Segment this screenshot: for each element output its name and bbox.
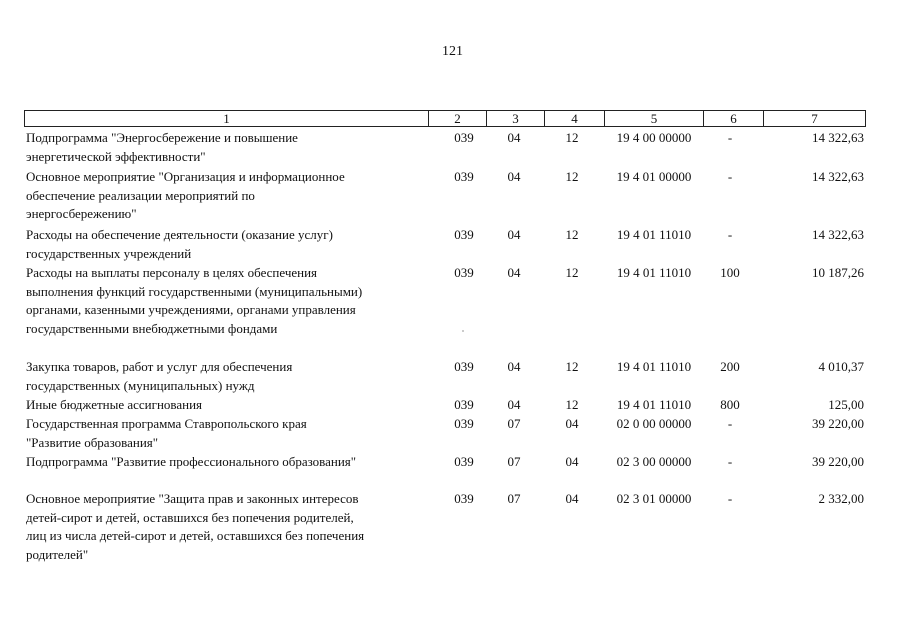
row-col-6: 200 bbox=[720, 359, 740, 374]
row-col-4: 12 bbox=[565, 130, 579, 145]
row-col-3: 07 bbox=[507, 491, 521, 506]
row-col-4: 04 bbox=[565, 416, 579, 431]
row-col-7: 4 010,37 bbox=[818, 359, 864, 374]
row-col-4: 12 bbox=[565, 169, 579, 184]
row-name-line: Государственная программа Ставропольского края bbox=[26, 416, 307, 431]
row-name-line: Подпрограмма "Энергосбережение и повышение bbox=[26, 130, 298, 145]
row-name-line: государственных (муниципальных) нужд bbox=[26, 377, 255, 393]
row-col-7: 39 220,00 bbox=[812, 454, 864, 469]
row-name-line: энергосбережению" bbox=[26, 206, 137, 221]
row-col-2: 039 bbox=[454, 169, 474, 184]
row-col-5: 19 4 01 00000 bbox=[616, 169, 692, 184]
header-cell-1: 1 bbox=[25, 111, 429, 126]
page-number: 121 bbox=[442, 44, 463, 59]
row-col-7: 14 322,63 bbox=[812, 169, 864, 184]
row-name bbox=[26, 358, 426, 395]
row-col-5: 19 4 01 11010 bbox=[616, 265, 692, 280]
row-col-7: 14 322,63 bbox=[812, 227, 864, 242]
row-col-6: - bbox=[727, 416, 733, 431]
scan-speck bbox=[462, 330, 464, 332]
row-name bbox=[26, 490, 426, 564]
row-col-3: 04 bbox=[507, 359, 521, 374]
row-name-line: детей-сирот и детей, оставшихся без попечения родителей, bbox=[26, 509, 354, 525]
row-name-line: Основное мероприятие "Организация и информационное bbox=[26, 169, 345, 184]
row-col-4: 04 bbox=[565, 454, 579, 469]
row-col-6: - bbox=[727, 227, 733, 242]
row-name-line: "Развитие образования" bbox=[26, 434, 159, 450]
row-col-5: 19 4 01 11010 bbox=[616, 227, 692, 242]
row-col-3: 04 bbox=[507, 169, 521, 184]
row-col-2: 039 bbox=[454, 227, 474, 242]
row-name bbox=[26, 453, 426, 472]
header-cell-4: 4 bbox=[545, 111, 605, 126]
row-col-3: 07 bbox=[507, 416, 521, 431]
row-col-2: 039 bbox=[454, 265, 474, 280]
row-name bbox=[26, 396, 426, 415]
row-col-5: 19 4 01 11010 bbox=[616, 397, 692, 412]
row-col-6: - bbox=[727, 491, 733, 506]
row-name-line: Подпрограмма "Развитие профессионального образования" bbox=[26, 454, 357, 469]
table-header bbox=[24, 110, 866, 127]
row-col-5: 19 4 01 11010 bbox=[616, 359, 692, 374]
row-col-7: 39 220,00 bbox=[812, 416, 864, 431]
row-name-line: Основное мероприятие "Защита прав и законных интересов bbox=[26, 491, 359, 506]
row-col-5: 02 0 00 00000 bbox=[616, 416, 692, 431]
row-col-2: 039 bbox=[454, 397, 474, 412]
row-name-line: выполнения функций государственными (муниципальными) bbox=[26, 283, 363, 299]
header-cell-3: 3 bbox=[487, 111, 545, 126]
row-col-3: 04 bbox=[507, 397, 521, 412]
row-col-6: 800 bbox=[720, 397, 740, 412]
row-name-line: органами, казенными учреждениями, органами управления bbox=[26, 302, 356, 317]
row-name-line: Иные бюджетные ассигнования bbox=[26, 397, 203, 412]
row-col-4: 12 bbox=[565, 227, 579, 242]
row-col-5: 02 3 01 00000 bbox=[616, 491, 692, 506]
row-name-line: государственных учреждений bbox=[26, 245, 192, 261]
row-col-2: 039 bbox=[454, 491, 474, 506]
row-col-6: - bbox=[727, 169, 733, 184]
header-cell-7: 7 bbox=[811, 111, 818, 126]
row-col-4: 12 bbox=[565, 265, 579, 280]
row-name-line: Расходы на выплаты персоналу в целях обеспечения bbox=[26, 265, 318, 280]
row-name-line: родителей" bbox=[26, 546, 89, 562]
row-name-line: лиц из числа детей-сирот и детей, оставшихся без попечения bbox=[26, 528, 365, 543]
row-name-line: энергетической эффективности" bbox=[26, 148, 206, 164]
row-col-3: 07 bbox=[507, 454, 521, 469]
row-name bbox=[26, 129, 426, 166]
row-col-2: 039 bbox=[454, 130, 474, 145]
row-col-3: 04 bbox=[507, 265, 521, 280]
row-col-7: 2 332,00 bbox=[818, 491, 864, 506]
row-col-4: 12 bbox=[565, 397, 579, 412]
row-col-7: 14 322,63 bbox=[812, 130, 864, 145]
row-col-3: 04 bbox=[507, 227, 521, 242]
row-col-4: 04 bbox=[565, 491, 579, 506]
row-col-3: 04 bbox=[507, 130, 521, 145]
row-col-5: 19 4 00 00000 bbox=[616, 130, 692, 145]
row-col-2: 039 bbox=[454, 416, 474, 431]
header-cell-2: 2 bbox=[429, 111, 487, 126]
row-name bbox=[26, 168, 426, 224]
row-col-7: 10 187,26 bbox=[812, 265, 864, 280]
row-col-5: 02 3 00 00000 bbox=[616, 454, 692, 469]
header-cell-6: 6 bbox=[704, 111, 764, 126]
row-name-line: государственными внебюджетными фондами bbox=[26, 320, 278, 336]
row-col-2: 039 bbox=[454, 454, 474, 469]
row-col-6: - bbox=[727, 130, 733, 145]
row-name bbox=[26, 264, 426, 338]
row-col-4: 12 bbox=[565, 359, 579, 374]
row-name bbox=[26, 226, 426, 263]
row-name bbox=[26, 415, 426, 452]
row-name-line: Расходы на обеспечение деятельности (оказание услуг) bbox=[26, 227, 333, 242]
row-col-6: 100 bbox=[720, 265, 740, 280]
row-name-line: обеспечение реализации мероприятий по bbox=[26, 187, 255, 203]
row-name-line: Закупка товаров, работ и услуг для обеспечения bbox=[26, 359, 293, 374]
row-col-7: 125,00 bbox=[828, 397, 864, 412]
row-col-2: 039 bbox=[454, 359, 474, 374]
header-cell-5: 5 bbox=[605, 111, 704, 126]
row-col-6: - bbox=[727, 454, 733, 469]
